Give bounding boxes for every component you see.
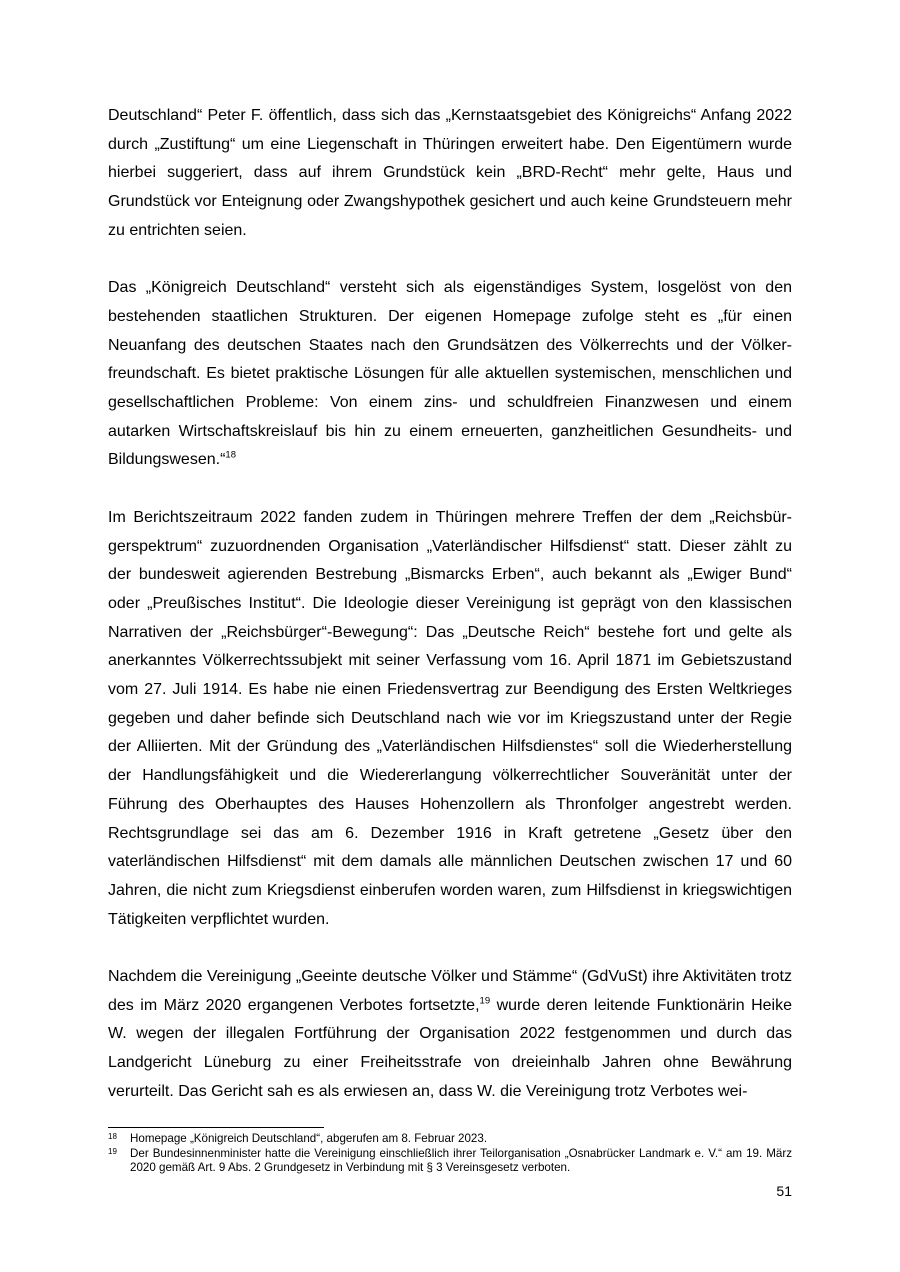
body-text xyxy=(108,102,792,1107)
footnote-number: 19 xyxy=(108,1146,117,1156)
footnote-reference[interactable]: 19 xyxy=(479,995,491,1007)
page-number: 51 xyxy=(776,1183,792,1199)
footnotes xyxy=(108,1132,792,1176)
paragraph: Deutschland“ Peter F. öffentlich, dass sich das „Kernstaatsgebiet des Königreichs“ Anfang 2022 durch „Zustiftung“ um eine Liegenschaft in Thüringen erweitert habe. Den Eigentümern wurde hierbei suggeriert, dass auf ihrem Grundstück kein „BRD-Recht“ mehr gelte, Haus und Grundstück vor Enteignung oder Zwangshypothek gesichert und auch keine Grundsteuern mehr zu entrichten seien. xyxy=(108,107,792,239)
footnote xyxy=(108,1132,792,1147)
paragraph: Nachdem die Vereinigung „Geeinte deutsche Völker und Stämme“ (GdVuSt) ihre Aktivitäten trotz des im März 2020 ergangenen Verbotes fortsetzte,$^{19}$ wurde deren leitende Funktionärin Heike W. wegen der illegalen Fortführung der Organisation 2022 festgenommen und durch das Landgericht Lüneburg zu einer Freiheitsstrafe von dreieinhalb Jahren ohne Bewährung verurteilt. Das Gericht sah es als erwiesen an, dass W. die Vereinigung trotz Verbotes wei- xyxy=(108,968,792,1100)
footnote-number: 18 xyxy=(108,1132,117,1141)
footnote-text: Der Bundesinnenminister hatte die Vereinigung einschließlich ihrer Teilorganisation „Osnabrücker Landmark e. V.“ am 19. März 2020 gemäß Art. 9 Abs. 2 Grundgesetz in Verbindung mit § 3 Vereinsgesetz verboten. xyxy=(130,1146,792,1174)
paragraph: Im Berichtszeitraum 2022 fanden zudem in Thüringen mehrere Treffen der dem „Reichsbürgerspektrum“ zuzuordnenden Organisation „Vaterländischer Hilfsdienst“ statt. Dieser zählt zu der bundesweit agierenden Bestrebung „Bismarcks Erben“, auch bekannt als „Ewiger Bund“ oder „Preußisches Institut“. Die Ideologie dieser Vereinigung ist geprägt von den klassischen Narrativen der „Reichsbürger“-Bewegung“: Das „Deutsche Reich“ bestehe fort und gelte als anerkanntes Völkerrechtssubjekt mit seiner Verfassung vom 16. April 1871 im Gebietszustand vom 27. Juli 1914. Es habe nie einen Friedensvertrag zur Beendigung des Ersten Weltkrieges gegeben und daher befinde sich Deutschland nach wie vor im Kriegszustand unter der Regie der Alliierten. Mit der Gründung des „Vaterländischen Hilfsdienstes“ soll die Wiederherstellung der Handlungsfähigkeit und die Wiedererlangung völkerrechtlicher Souveränität unter der Führung des Oberhauptes des Hauses Hohenzollern als Thronfolger angestrebt werden. Rechtsgrundlage sei das am 6. Dezember 1916 in Kraft getretene „Gesetz über den vaterländischen Hilfsdienst“ mit dem damals alle männlichen Deutschen zwischen 17 und 60 Jahren, die nicht zum Kriegsdienst einberufen worden waren, zum Hilfsdienst in kriegswichtigen Tätigkeiten verpflichtet wurden. xyxy=(108,508,792,928)
footnote-divider xyxy=(108,1127,324,1128)
paragraph: Das „Königreich Deutschland“ versteht sich als eigenständiges System, losgelöst von den bestehenden staatlichen Strukturen. Der eigenen Homepage zufolge steht es „für einen Neuanfang des deutschen Staates nach den Grundsätzen des Völkerrechts und der Völkerfreundschaft. Es bietet praktische Lösungen für alle aktuellen systemischen, menschlichen und gesellschaftlichen Probleme: Von einem zins- und schuldfreien Finanzwesen und einem autarken Wirtschaftskreislauf bis hin zu einem erneuerten, ganzheitlichen Gesundheits- und Bildungswesen.“$^{18}$ xyxy=(108,279,792,469)
footnote-reference[interactable]: 18 xyxy=(225,450,236,462)
footnote-text: Homepage „Königreich Deutschland“, abgerufen am 8. Februar 2023. xyxy=(130,1132,488,1145)
footnote xyxy=(108,1147,792,1176)
